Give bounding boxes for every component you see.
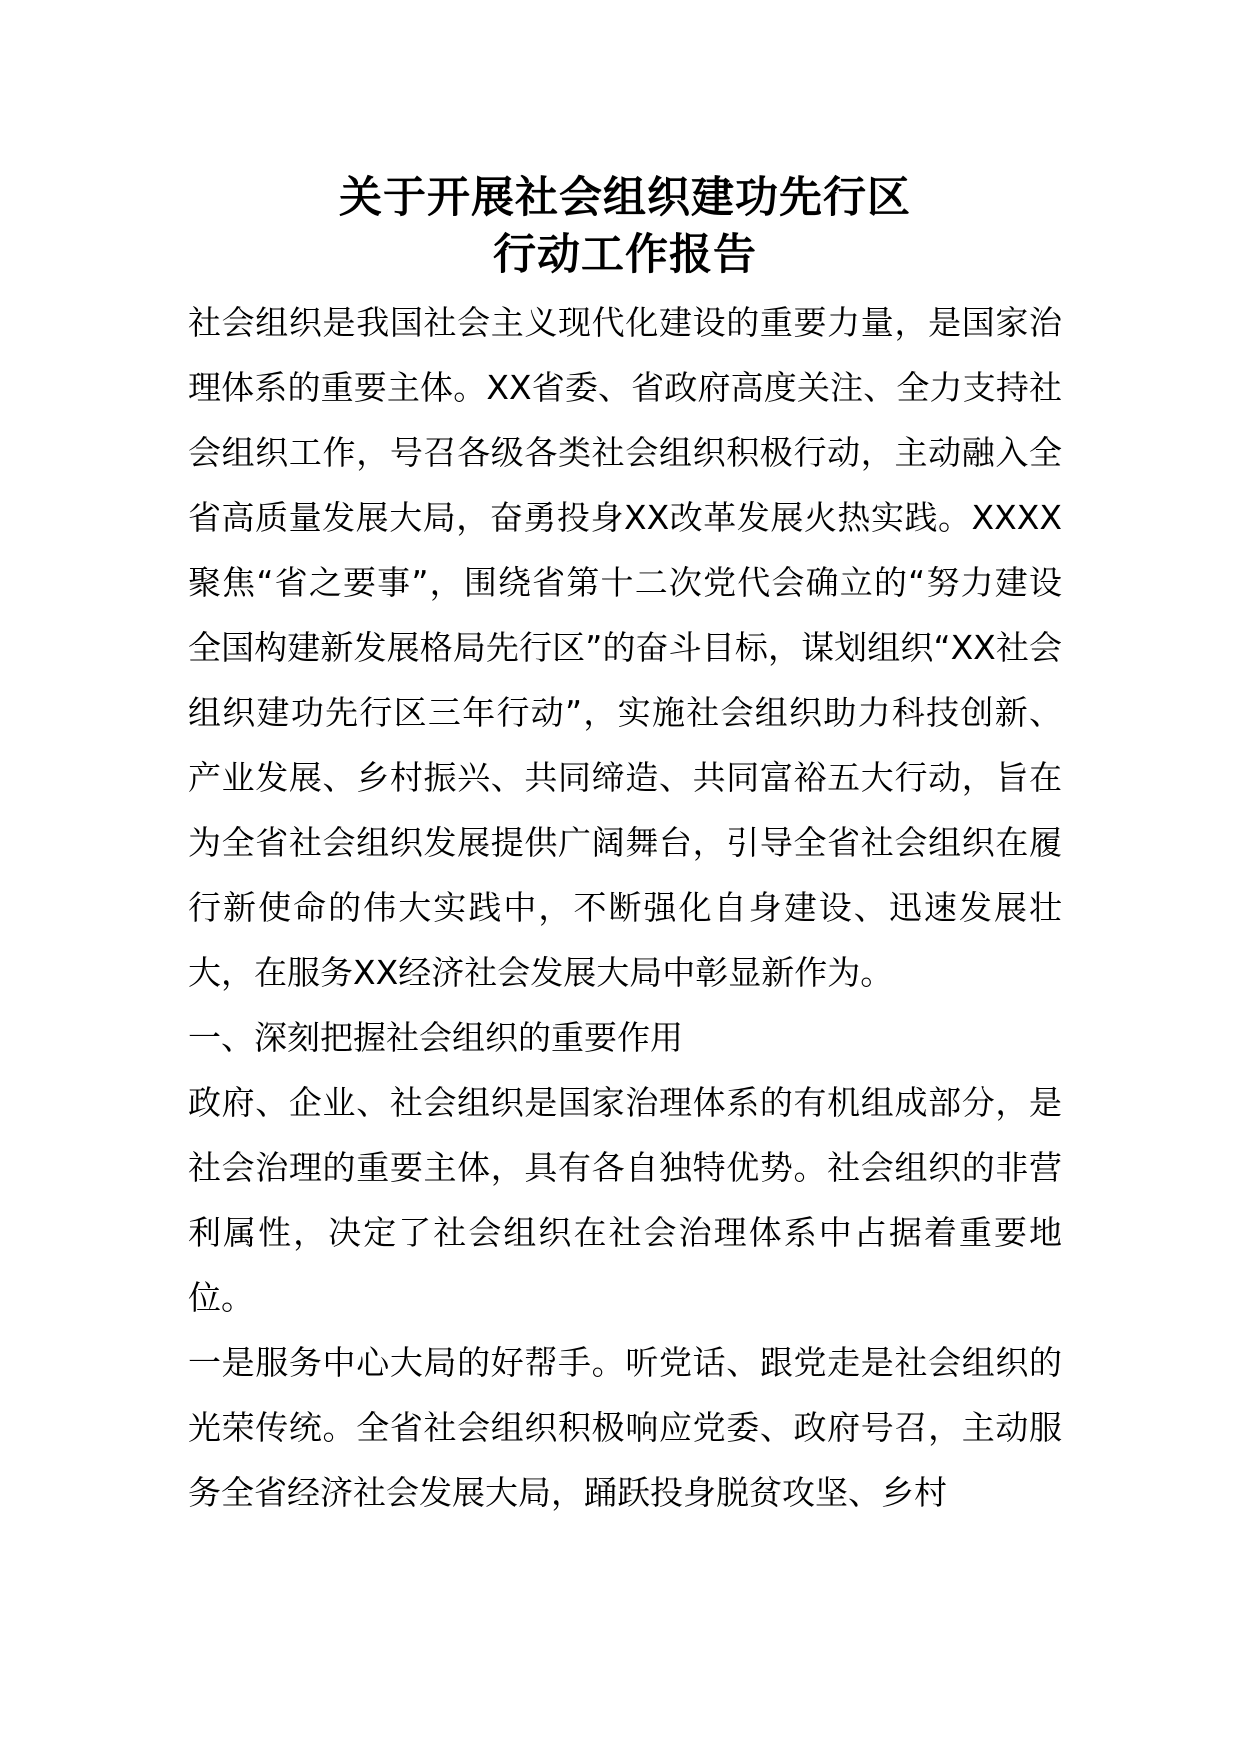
paragraph-point-1: 一是服务中心大局的好帮手。听党话、跟党走是社会组织的光荣传统。全省社会组织积极响应党委、政府号召，主动服务全省经济社会发展大局，踊跃投身脱贫攻坚、乡村 (188, 1343, 1062, 1512)
section-heading-1: 一、深刻把握社会组织的重要作用 (188, 1018, 683, 1057)
paragraph-section-1: 政府、企业、社会组织是国家治理体系的有机组成部分，是社会治理的重要主体，具有各自独特优势。社会组织的非营利属性，决定了社会组织在社会治理体系中占据着重要地位。 (188, 1083, 1062, 1317)
paragraph-intro: 社会组织是我国社会主义现代化建设的重要力量，是国家治理体系的重要主体。XX省委、省政府高度关注、全力支持社会组织工作，号召各级各类社会组织积极行动，主动融入全省高质量发展大局，奋勇投身XX改革发展火热实践。XXXX聚焦“省之要事”，围绕省第十二次党代会确立的“努力建设全国构建新发展格局先行区”的奋斗目标，谋划组织“XX社会组织建功先行区三年行动”，实施社会组织助力科技创新、产业发展、乡村振兴、共同缔造、共同富裕五大行动，旨在为全省社会组织发展提供广阔舞台，引导全省社会组织在履行新使命的伟大实践中，不断强化自身建设、迅速发展壮大，在服务XX经济社会发展大局中彰显新作为。 (188, 303, 1062, 992)
document-title (188, 170, 1062, 284)
title-line-1: 关于开展社会组织建功先行区 (339, 173, 911, 223)
document-page (188, 170, 1062, 1525)
document-body (188, 290, 1062, 1525)
title-line-2: 行动工作报告 (493, 230, 757, 280)
